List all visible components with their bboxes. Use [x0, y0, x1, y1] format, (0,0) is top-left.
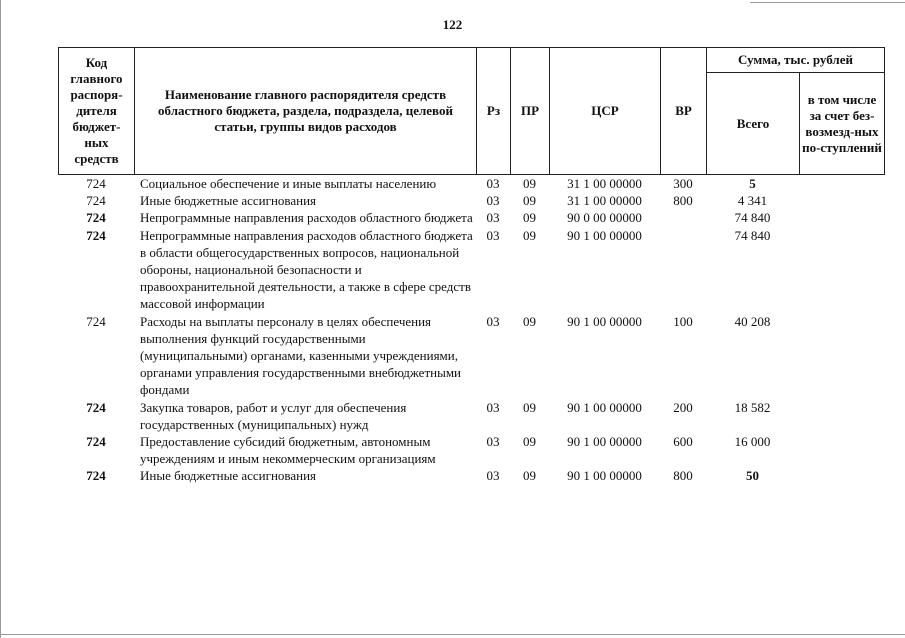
header-pr: ПР: [511, 48, 550, 175]
row-name: Иные бюджетные ассигнования: [140, 468, 317, 484]
row-name: Социальное обеспечение и иные выплаты населению: [140, 176, 437, 191]
row-name: Предоставление субсидий бюджетным, автономным учреждениям и иным некоммерческим организациям: [140, 434, 436, 467]
row-csr: 90 1 00 00000: [567, 313, 642, 329]
row-vr: 300: [673, 176, 693, 191]
header-name: Наименование главного распорядителя средств областного бюджета, раздела, подраздела, целевой статьи, группы видов расходов: [135, 48, 477, 175]
row-vr: 100: [673, 313, 693, 329]
row-vr: 800: [673, 468, 693, 484]
table-row: [58, 433, 884, 467]
row-pr: 09: [523, 193, 536, 209]
row-vr: [660, 227, 706, 313]
header-incl: в том числе за счет без-возмезд-ных по-ступлений: [800, 73, 885, 175]
table-row: [58, 175, 884, 192]
row-pr: 09: [523, 399, 536, 415]
row-rz: 03: [486, 313, 500, 329]
row-name: Иные бюджетные ассигнования: [140, 193, 317, 209]
row-name: Непрограммные направления расходов областного бюджета в области общегосударственных вопросов, национальной обороны, национальной безопасности и правоохранительной деятельности, а также в сфере средств массовой информации: [140, 227, 473, 312]
row-pr: 09: [523, 434, 536, 450]
row-rz: 03: [486, 227, 500, 243]
row-rz: 03: [486, 434, 500, 450]
row-pr: 09: [523, 313, 536, 329]
row-vr: 200: [673, 399, 693, 415]
row-total: 74 840: [734, 227, 771, 243]
row-pr: 09: [523, 210, 536, 226]
row-total: 50: [746, 468, 759, 484]
table-row: [58, 399, 884, 433]
header-vr: ВР: [661, 48, 707, 175]
row-pr: 09: [523, 176, 536, 191]
row-total: 18 582: [734, 399, 771, 415]
table-row: [58, 192, 884, 209]
row-code: 724: [86, 399, 106, 415]
header-sum: Сумма, тыс. рублей: [707, 48, 885, 73]
row-code: 724: [86, 313, 106, 329]
row-rz: 03: [486, 468, 500, 484]
row-code: 724: [86, 468, 106, 484]
row-rz: 03: [486, 210, 500, 226]
scan-edge-left: [0, 0, 1, 638]
row-csr: 31 1 00 00000: [567, 176, 642, 191]
row-csr: 90 1 00 00000: [567, 434, 642, 450]
row-total: 16 000: [734, 434, 771, 450]
row-vr: 600: [673, 434, 693, 450]
row-vr: 800: [673, 193, 693, 209]
header-rz: Рз: [477, 48, 511, 175]
row-rz: 03: [486, 176, 500, 191]
row-pr: 09: [523, 227, 536, 243]
table-row: [58, 467, 884, 484]
row-code: 724: [86, 227, 106, 243]
table-row: [58, 313, 884, 399]
scan-edge-bottom: [0, 634, 905, 635]
page-number: 122: [442, 17, 463, 32]
header-total: Всего: [707, 73, 800, 175]
table-row: [58, 227, 884, 313]
row-name: Непрограммные направления расходов областного бюджета: [140, 210, 473, 226]
row-name: Закупка товаров, работ и услуг для обеспечения государственных (муниципальных) нужд: [140, 399, 407, 432]
row-csr: 90 1 00 00000: [567, 399, 642, 415]
table-row: [58, 209, 884, 226]
row-vr: [660, 209, 706, 226]
row-pr: 09: [523, 468, 536, 484]
table-header: [58, 47, 885, 175]
row-rz: 03: [486, 193, 500, 209]
row-total: 5: [749, 176, 756, 191]
row-code: 724: [86, 210, 106, 226]
row-csr: 31 1 00 00000: [567, 193, 642, 209]
scan-edge-top: [750, 2, 905, 3]
table-body: [58, 175, 884, 485]
row-code: 724: [86, 434, 106, 450]
row-rz: 03: [486, 399, 500, 415]
row-csr: 90 1 00 00000: [567, 468, 642, 484]
row-name: Расходы на выплаты персоналу в целях обеспечения выполнения функций государственными (муниципальными) органами, казенными учреждениями, органами управления государственными внебюджетными фондами: [140, 313, 462, 398]
row-total: 4 341: [737, 193, 768, 209]
row-code: 724: [86, 193, 106, 209]
row-total: 74 840: [734, 210, 771, 226]
row-csr: 90 1 00 00000: [567, 227, 642, 243]
row-csr: 90 0 00 00000: [567, 210, 642, 226]
row-code: 724: [86, 176, 106, 191]
header-csr: ЦСР: [550, 48, 661, 175]
header-code: Код главного распоря-дителя бюджет-ных средств: [59, 48, 135, 175]
row-total: 40 208: [734, 313, 771, 329]
